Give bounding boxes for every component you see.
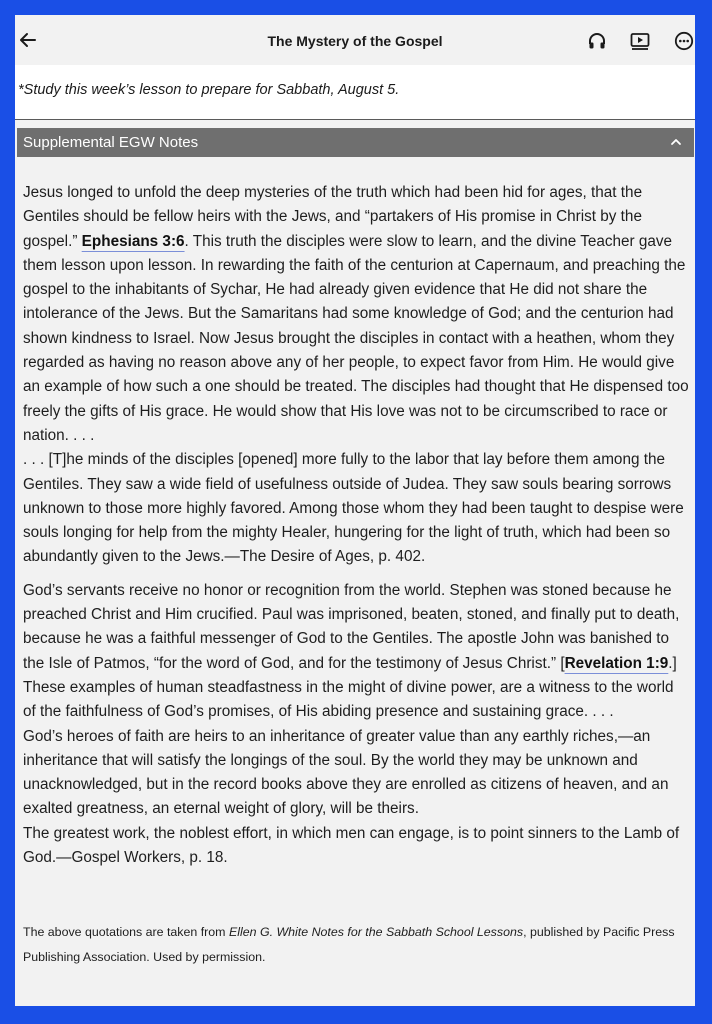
scripture-link-ephesians[interactable]: Ephesians 3:6 (81, 232, 185, 250)
paragraph: The greatest work, the noblest effort, in which men can engage, is to point sinners to the Lamb of God.—Gospel Workers, p. 18. (23, 824, 684, 867)
page-title: The Mystery of the Gospel (267, 33, 443, 49)
supplemental-notes-header[interactable] (17, 128, 694, 157)
paragraph-text: Jesus longed to unfold the deep mysteries of the truth which had been hid for ages, that the Gentiles should be fellow heirs with the Jews, and “partakers of His promise in Christ by the gospel.” (23, 184, 647, 250)
play-video-icon (630, 31, 650, 51)
more-options-button[interactable] (672, 29, 695, 53)
paragraph-text: . This truth the disciples were slow to learn, and the divine Teacher gave them lesson upon lesson. In rewarding the faith of the centurion at Capernaum, and preaching the gospel to the inhabitants of Sychar, He had already given evidence that He did not share the intolerance of the Jews. But the Samaritans had some knowledge of God; and the centurion had shown kindness to Israel. Now Jesus brought the disciples in contact with a heathen, whom they regarded as having no reason above any of her people, to expect favor from Him. He would give an example of how such a one should be treated. The disciples had thought that He dispensed too freely the gifts of His grace. He would show that His love was not to be circumscribed to race or nation. . . . (23, 232, 693, 444)
top-bar (15, 15, 695, 65)
paragraph-text: .] These examples of human steadfastness in the might of divine power, are a witness to the world of the faithfulness of God’s promises, of His abiding presence and sustaining grace. . . . (23, 654, 681, 721)
footnote-text: The above quotations are taken from (23, 925, 229, 939)
intro-text: *Study this week’s lesson to prepare for Sabbath, August 5. (18, 82, 400, 98)
footnote-text: , published by Pacific Press Publishing Association. Used by permission. (23, 925, 675, 964)
notes-content (23, 181, 693, 870)
app-frame (15, 15, 695, 1006)
lesson-intro (15, 65, 695, 120)
paragraph (23, 579, 689, 725)
headphones-icon (587, 31, 607, 51)
chevron-up-icon[interactable] (670, 136, 682, 148)
video-button[interactable] (628, 29, 652, 53)
attribution-footnote (23, 920, 689, 970)
paragraph: . . . [T]he minds of the disciples [opened] more fully to the labor that lay before them among the Gentiles. They saw a wide field of usefulness outside of Judea. They saw souls bearing sorrows unknown to those more highly favored. Among those whom they had been taught to despise were souls longing for help from the mighty Healer, hungering for the light of truth, which had been so abundantly given to the Jews.—The Desire of Ages, p. 402. (23, 451, 688, 566)
paragraph (23, 181, 693, 448)
scripture-link-revelation[interactable]: Revelation 1:9 (564, 654, 669, 672)
paragraph: God’s heroes of faith are heirs to an inheritance of greater value than any earthly riches,—an inheritance that will satisfy the longings of the soul. By the world they may be unknown and unacknowledged, but in the record books above they are enrolled as citizens of heaven, and an exalted greatness, an eternal weight of glory, will be theirs. (23, 727, 673, 818)
footnote-book-title: Ellen G. White Notes for the Sabbath School Lessons (228, 925, 524, 939)
more-options-icon (674, 31, 694, 51)
section-title: Supplemental EGW Notes (23, 134, 199, 151)
audio-button[interactable] (585, 29, 609, 53)
paragraph-text: God’s servants receive no honor or recognition from the world. Stephen was stoned because he preached Christ and Him crucified. Paul was imprisoned, beaten, stoned, and finally put to death, because he was a faithful messenger of God to the Gentiles. The apostle John was banished to the Isle of Patmos, “for the word of God, and for the testimony of Jesus Christ.” [ (23, 581, 684, 672)
